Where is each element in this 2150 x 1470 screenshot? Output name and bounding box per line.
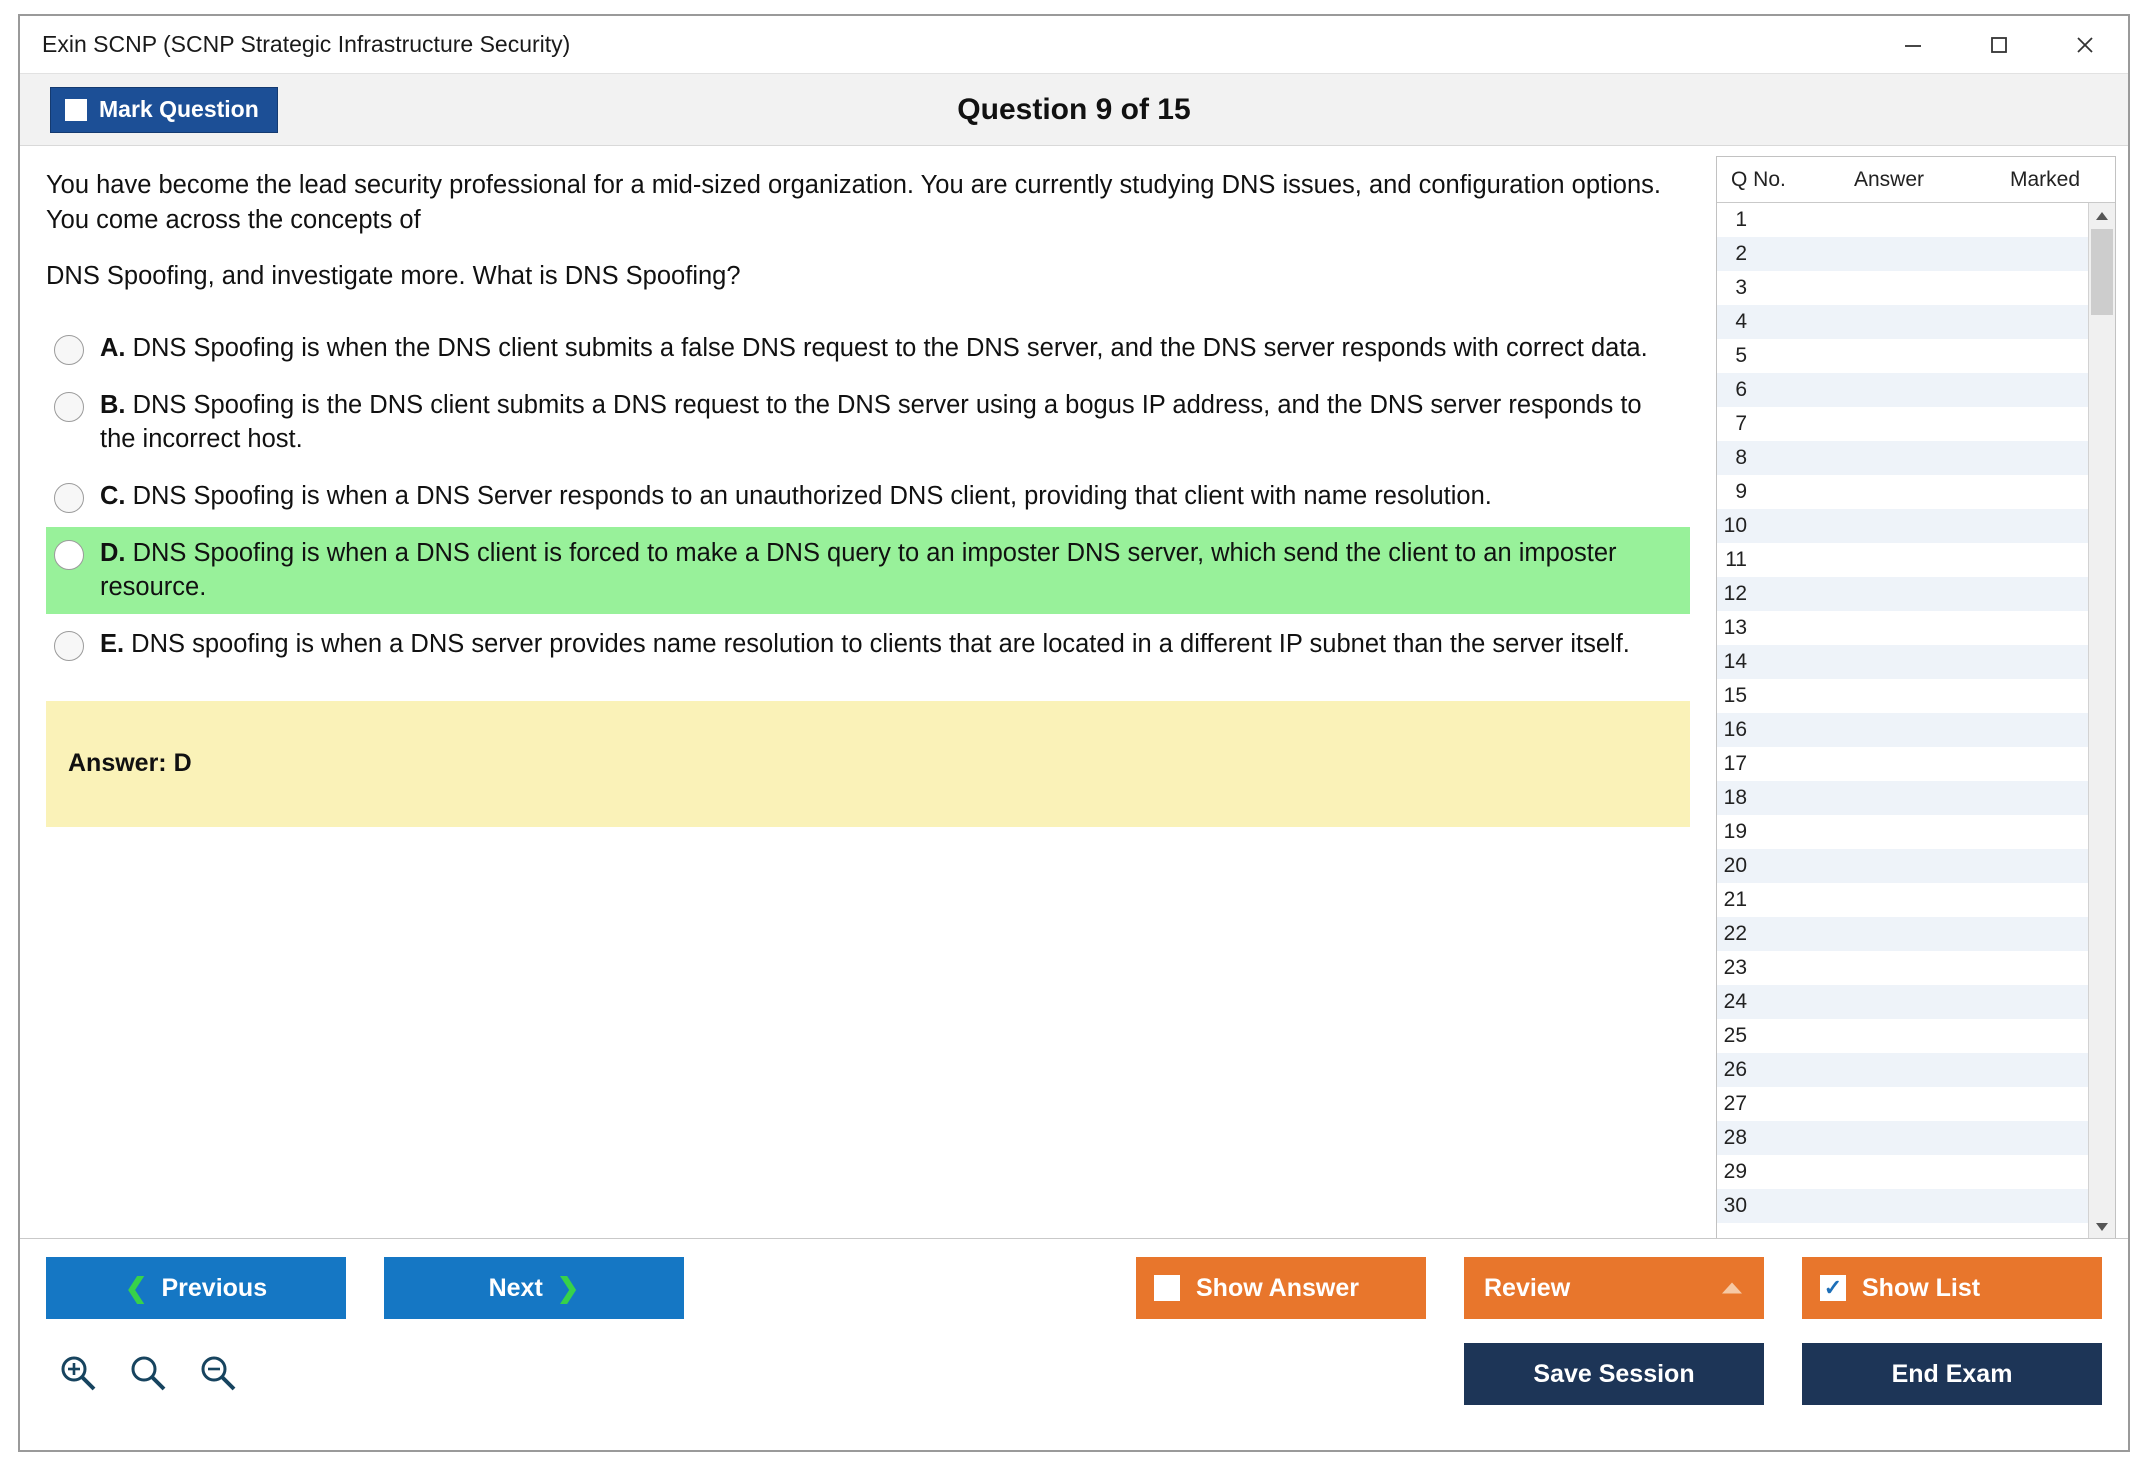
page-title: Question 9 of 15 [957, 92, 1191, 126]
footer-actions-row1 [1136, 1257, 2102, 1319]
table-row[interactable] [1717, 339, 2088, 373]
answer-option-body: DNS spoofing is when a DNS server provides name resolution to clients that are located in a different IP subnet than the server itself. [124, 630, 1630, 659]
table-row[interactable] [1717, 1087, 2088, 1121]
cell-question-number: 15 [1723, 684, 1747, 707]
table-row[interactable] [1717, 985, 2088, 1019]
show-list-checkbox-icon[interactable]: ✓ [1820, 1275, 1846, 1301]
maximize-icon[interactable] [1956, 17, 2042, 73]
table-row[interactable] [1717, 543, 2088, 577]
review-dropdown[interactable] [1464, 1257, 1764, 1319]
scroll-down-icon[interactable] [2089, 1214, 2115, 1240]
cell-question-number: 8 [1735, 446, 1747, 469]
answer-option-letter: C. [100, 482, 126, 511]
zoom-controls [56, 1351, 240, 1395]
chevron-up-icon [1722, 1283, 1742, 1294]
radio-button-icon[interactable] [54, 335, 84, 365]
cell-question-number: 3 [1735, 276, 1747, 299]
answer-option-body: DNS Spoofing is the DNS client submits a DNS request to the DNS server using a bogus IP address, and the DNS server responds to the incorrect host. [100, 390, 1642, 454]
review-label: Review [1484, 1273, 1571, 1302]
column-header-marked: Marked [2009, 167, 2081, 191]
answer-option[interactable] [46, 322, 1690, 375]
column-header-answer: Answer [1853, 167, 1925, 191]
cell-question-number: 16 [1723, 718, 1747, 741]
table-row[interactable] [1717, 1121, 2088, 1155]
answer-option[interactable] [46, 527, 1690, 614]
cell-question-number: 22 [1723, 922, 1747, 945]
table-row[interactable] [1717, 747, 2088, 781]
next-button[interactable] [384, 1257, 684, 1319]
table-row[interactable] [1717, 1155, 2088, 1189]
cell-question-number: 5 [1735, 344, 1747, 367]
answer-option-letter: E. [100, 630, 125, 659]
answer-option[interactable] [46, 618, 1690, 671]
cell-question-number: 26 [1723, 1058, 1747, 1081]
scroll-up-icon[interactable] [2089, 203, 2115, 229]
answer-option[interactable] [46, 379, 1690, 466]
question-list-panel [1716, 156, 2116, 1241]
scrollbar-thumb[interactable] [2091, 229, 2113, 315]
mark-question-button[interactable] [50, 87, 278, 133]
minimize-icon[interactable] [1870, 17, 1956, 73]
cell-question-number: 20 [1723, 854, 1747, 877]
exam-header [20, 74, 2128, 146]
cell-question-number: 4 [1735, 310, 1747, 333]
chevron-right-icon: ❯ [556, 1272, 580, 1303]
cell-question-number: 23 [1723, 956, 1747, 979]
table-row[interactable] [1717, 373, 2088, 407]
answer-options-list [46, 322, 1690, 671]
table-row[interactable] [1717, 679, 2088, 713]
show-answer-checkbox-icon[interactable] [1154, 1275, 1180, 1301]
cell-question-number: 11 [1725, 548, 1747, 571]
next-label: Next [488, 1273, 543, 1302]
table-row[interactable] [1717, 883, 2088, 917]
answer-label: Answer: D [68, 749, 192, 778]
cell-question-number: 30 [1723, 1194, 1747, 1217]
cell-question-number: 12 [1723, 582, 1747, 605]
window-titlebar [20, 16, 2128, 74]
answer-option-text [100, 536, 1680, 605]
show-list-label: Show List [1862, 1273, 1981, 1302]
table-row[interactable] [1717, 849, 2088, 883]
table-row[interactable] [1717, 271, 2088, 305]
cell-question-number: 28 [1723, 1126, 1747, 1149]
answer-option-body: DNS Spoofing is when a DNS Server responds to an unauthorized DNS client, providing that client with name resolution. [125, 482, 1492, 511]
answer-option-body: DNS Spoofing is when a DNS client is forced to make a DNS query to an imposter DNS server, which send the client to an imposter resource. [100, 538, 1617, 602]
zoom-in-icon[interactable] [56, 1351, 100, 1395]
question-list-scrollbar[interactable] [2088, 203, 2115, 1240]
close-icon[interactable] [2042, 17, 2128, 73]
question-list-rows [1717, 203, 2088, 1240]
cell-question-number: 9 [1735, 480, 1747, 503]
table-row[interactable] [1717, 509, 2088, 543]
scrollbar-track[interactable] [2089, 229, 2115, 1214]
table-row[interactable] [1717, 305, 2088, 339]
question-paragraph-1: You have become the lead security professional for a mid-sized organization. You are currently studying DNS issues, and configuration options. You come across the concepts of [46, 171, 1661, 234]
cell-question-number: 6 [1735, 378, 1747, 401]
cell-question-number: 24 [1723, 990, 1747, 1013]
table-row[interactable] [1717, 1019, 2088, 1053]
end-exam-label: End Exam [1891, 1359, 2013, 1388]
cell-question-number: 29 [1723, 1160, 1747, 1183]
answer-option-body: DNS Spoofing is when the DNS client submits a false DNS request to the DNS server, and the DNS server responds with correct data. [125, 334, 1648, 363]
previous-label: Previous [161, 1273, 268, 1302]
answer-option-text [100, 627, 1680, 662]
question-panel [20, 146, 1716, 1238]
table-row[interactable] [1717, 475, 2088, 509]
answer-option-text [100, 388, 1680, 457]
end-exam-button[interactable] [1802, 1343, 2102, 1405]
cell-question-number: 21 [1723, 888, 1747, 911]
table-row[interactable] [1717, 645, 2088, 679]
cell-question-number: 2 [1735, 242, 1747, 265]
show-list-button[interactable] [1802, 1257, 2102, 1319]
cell-question-number: 1 [1735, 208, 1747, 231]
table-row[interactable] [1717, 1189, 2088, 1223]
table-row[interactable] [1717, 781, 2088, 815]
cell-question-number: 19 [1723, 820, 1747, 843]
exam-footer [20, 1238, 2128, 1450]
save-session-label: Save Session [1533, 1359, 1695, 1388]
table-row[interactable] [1717, 577, 2088, 611]
radio-button-icon[interactable] [54, 631, 84, 661]
answer-reveal-box [46, 701, 1690, 827]
question-paragraph-2: DNS Spoofing, and investigate more. What is DNS Spoofing? [46, 262, 741, 291]
question-list-body [1717, 203, 2115, 1240]
mark-question-label: Mark Question [99, 96, 259, 122]
show-answer-button[interactable] [1136, 1257, 1426, 1319]
radio-button-icon[interactable] [54, 483, 84, 513]
table-row[interactable] [1717, 713, 2088, 747]
zoom-out-icon[interactable] [196, 1351, 240, 1395]
exam-body [20, 146, 2128, 1238]
answer-option-letter: A. [100, 334, 126, 363]
answer-option-text [100, 331, 1680, 366]
window-title: Exin SCNP (SCNP Strategic Infrastructure Security) [42, 31, 571, 57]
cell-question-number: 7 [1735, 412, 1747, 435]
answer-option-letter: B. [100, 390, 126, 419]
cell-question-number: 13 [1723, 616, 1747, 639]
table-row[interactable] [1717, 1053, 2088, 1087]
radio-button-icon[interactable] [54, 392, 84, 422]
table-row[interactable] [1717, 951, 2088, 985]
mark-question-checkbox-icon[interactable] [65, 99, 87, 121]
table-row[interactable] [1717, 237, 2088, 271]
search-icon[interactable] [126, 1351, 170, 1395]
cell-question-number: 10 [1723, 514, 1747, 537]
save-session-button[interactable] [1464, 1343, 1764, 1405]
table-row[interactable] [1717, 917, 2088, 951]
radio-button-icon[interactable] [54, 540, 84, 570]
answer-option-text [100, 479, 1680, 514]
answer-option-letter: D. [100, 538, 126, 567]
table-row[interactable] [1717, 441, 2088, 475]
column-header-qno: Q No. [1731, 167, 1786, 191]
cell-question-number: 27 [1723, 1092, 1747, 1115]
cell-question-number: 14 [1723, 650, 1747, 673]
answer-option[interactable] [46, 470, 1690, 523]
table-row[interactable] [1717, 203, 2088, 237]
cell-question-number: 17 [1723, 752, 1747, 775]
table-row[interactable] [1717, 407, 2088, 441]
table-row[interactable] [1717, 611, 2088, 645]
show-answer-label: Show Answer [1196, 1273, 1359, 1302]
table-row[interactable] [1717, 815, 2088, 849]
footer-actions-row2 [1464, 1343, 2102, 1405]
cell-question-number: 25 [1723, 1024, 1747, 1047]
cell-question-number: 18 [1723, 786, 1747, 809]
previous-button[interactable] [46, 1257, 346, 1319]
question-list-header [1717, 157, 2115, 203]
chevron-left-icon: ❮ [124, 1272, 148, 1303]
exam-window [18, 14, 2130, 1452]
